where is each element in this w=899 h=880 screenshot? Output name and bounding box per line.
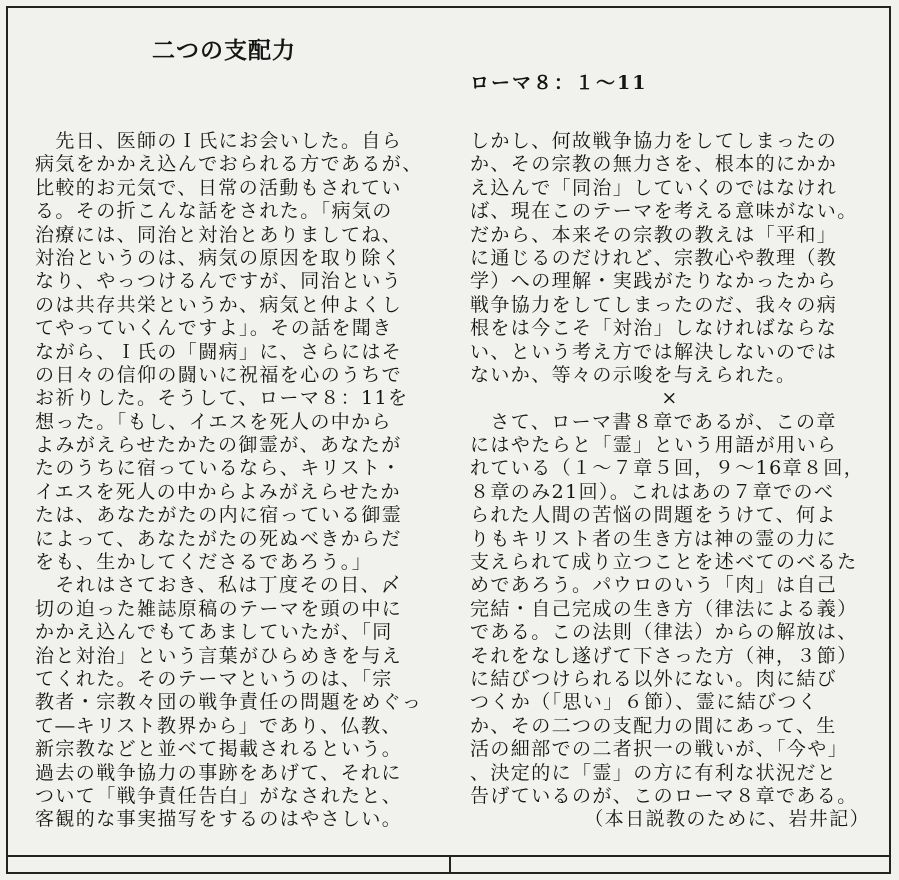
bottom-column-divider (449, 855, 451, 874)
left-column-line: ながら、Ｉ氏の「闘病」に、さらにはそ (35, 340, 403, 363)
left-column-line: てくれた。そのテーマというのは、「宗 (35, 667, 393, 690)
right-column-line: られた人間の苦悩の問題をうけて、何よ (470, 504, 837, 527)
left-column-line: 過去の戦争協力の事跡をあげて、それに (35, 761, 402, 784)
right-column-line: 支えられて成り立つことを述べてのべるた (470, 551, 858, 574)
left-column-line: 新宗教などと並べて掲載されるという。 (35, 738, 403, 761)
right-column-line: （本日説教のために、岩井記） (584, 808, 870, 831)
left-text-column (35, 130, 445, 832)
right-column-line: りもキリスト者の生き方は神の霊の力に (470, 527, 837, 550)
left-column-line: る。その折こんな話をされた。「病気の (35, 200, 393, 223)
right-column-line: つくか（「思い」６節）、霊に結びつく (470, 691, 819, 714)
left-column-line: よみがえらせたかたの御霊が、あなたが (35, 434, 402, 457)
right-column-line: さて、ローマ書８章であるが、この章 (470, 410, 837, 433)
right-column-line: にはやたらと「霊」という用語が用いら (470, 434, 838, 457)
left-column-line: たは、あなたがたの内に宿っている御霊 (35, 504, 403, 527)
left-column-line: てやっていくんですよ」。その話を聞き (35, 317, 393, 340)
left-column-line: のは共存共栄というか、病気と仲よくし (35, 293, 403, 316)
right-column-line: に結びつけられる以外にない。肉に結び (470, 667, 838, 690)
left-column-line: 比較的お元気で、日常の活動もされてい (35, 176, 402, 199)
right-column-line: × (661, 387, 679, 410)
right-column-line: 学）への理解・実践がたりなかったから (470, 270, 838, 293)
left-column-line: 教者・宗教々団の戦争責任の問題をめぐっ (35, 691, 423, 714)
left-column-line: の日々の信仰の闘いに祝福を心のうちで (35, 363, 403, 386)
left-column-line: によって、あなたがたの死ぬべきからだ (35, 527, 402, 550)
right-column-line: ないか、等々の示唆を与えられた。 (470, 363, 797, 386)
left-column-line: なり、やっつけるんですが、同治という (35, 270, 403, 293)
right-column-line: え込んで「同治」していくのではなけれ (470, 176, 838, 199)
right-column-line: ば、現在このテーマを考える意味がない。 (470, 200, 858, 223)
right-column-line: ８章のみ21回）。これはあの７章でのべ (470, 480, 835, 503)
left-column-line: 客観的な事実描写をするのはやさしい。 (35, 808, 403, 831)
left-column-line: 切の迫った雑誌原稿のテーマを頭の中に (35, 597, 403, 620)
left-column-line: て―キリスト教界から」であり、仏教、 (35, 714, 402, 737)
right-column-line: 活の細部での二者択一の戦いが、「今や」 (470, 738, 849, 761)
scripture-reference: ローマ８：１〜11 (470, 72, 648, 94)
right-column-line: しかし、何故戦争協力をしてしまったの (470, 130, 838, 152)
right-column-line: 完結・自己完成の生き方（律法による義） (470, 597, 858, 620)
article-title: 二つの支配力 (152, 37, 296, 64)
left-column-line: ついて「戦争責任告白」がなされたと、 (35, 784, 403, 807)
right-column-line: か、その宗教の無力さを、根本的にかか (470, 153, 838, 176)
right-column-line: れている（１〜７章５回，９〜16章８回， (470, 457, 865, 480)
right-column-line: 、決定的に「霊」の方に有利な状況だと (470, 761, 838, 784)
right-column-line: それをなし遂げて下さった方（神，３節） (470, 644, 858, 667)
right-column-line: に通じるのだけれど、宗教心や教理（教 (470, 246, 838, 269)
right-column-line: 戦争協力をしてしまったのだ、我々の病 (470, 293, 838, 316)
left-column-line: 治療には、同治と対治とありましてね、 (35, 223, 403, 246)
left-column-line: 治と対治」という言葉がひらめきを与え (35, 644, 403, 667)
right-column-line: い、という考え方では解決しないのでは (470, 340, 838, 363)
left-column-line: それはさておき、私は丁度その日、〆 (35, 574, 402, 597)
left-column-line: たのうちに宿っているなら、キリスト・ (35, 457, 402, 480)
left-column-line: お祈りした。そうして、ローマ８：11を (35, 387, 409, 410)
left-column-line: をも、生かしてくださるであろう。」 (35, 551, 373, 574)
right-column-line: めであろう。パウロのいう「肉」は自己 (470, 574, 838, 597)
right-column-line: だから、本来その宗教の教えは「平和」 (470, 223, 838, 246)
right-text-column (470, 130, 870, 832)
right-column-line: 根をは今こそ「対治」しなければならな (470, 317, 838, 340)
right-column-line: 告げているのが、このローマ８章である。 (470, 784, 858, 807)
left-column-line: 病気をかかえ込んでおられる方であるが、 (35, 153, 423, 176)
right-column-line: である。この法則（律法）からの解放は、 (470, 621, 858, 644)
left-column-line: かかえ込んでもてあましていたが、「同 (35, 621, 393, 644)
left-column-line: 想った。「もし、イエスを死人の中から (35, 410, 392, 433)
right-column-line: か、その二つの支配力の間にあって、生 (470, 714, 837, 737)
left-column-line: イエスを死人の中からよみがえらせたか (35, 480, 401, 503)
left-column-line: 先日、医師のＩ氏にお会いした。自ら (35, 130, 403, 152)
left-column-line: 対治というのは、病気の原因を取り除く (35, 246, 403, 269)
